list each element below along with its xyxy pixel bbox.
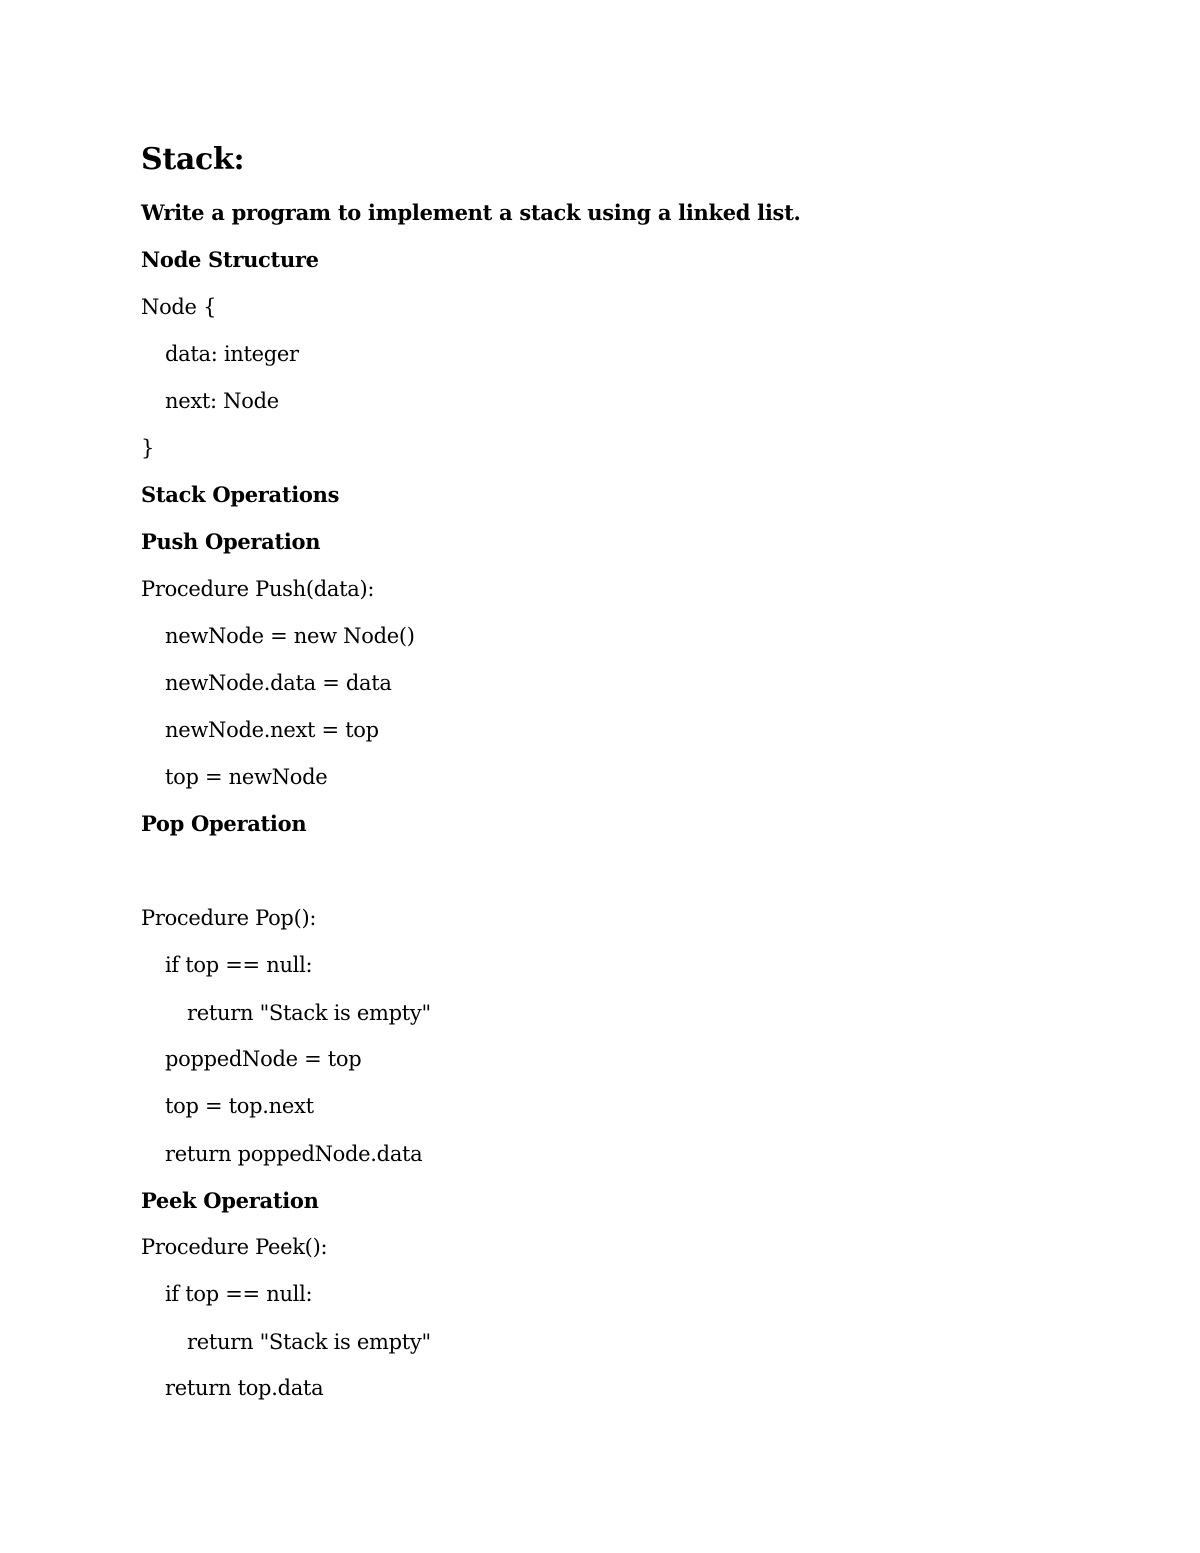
code-line: top = top.next xyxy=(165,1094,314,1118)
code-line: Procedure Pop(): xyxy=(141,906,317,930)
code-line: poppedNode = top xyxy=(165,1047,362,1071)
code-line: data: integer xyxy=(165,342,299,366)
code-line: Node { xyxy=(141,295,217,319)
code-line: top = newNode xyxy=(165,765,328,789)
code-line: if top == null: xyxy=(165,953,313,977)
code-line: return "Stack is empty" xyxy=(187,1001,431,1025)
code-line: if top == null: xyxy=(165,1282,313,1306)
node-structure-heading: Node Structure xyxy=(141,247,319,272)
peek-operation-heading: Peek Operation xyxy=(141,1188,319,1213)
code-line: } xyxy=(141,436,155,460)
pop-operation-heading: Pop Operation xyxy=(141,811,307,836)
code-line: newNode.data = data xyxy=(165,671,392,695)
page-title: Stack: xyxy=(141,142,245,177)
code-line: return top.data xyxy=(165,1376,324,1400)
code-line: return poppedNode.data xyxy=(165,1142,423,1166)
push-operation-heading: Push Operation xyxy=(141,529,321,554)
code-line: next: Node xyxy=(165,389,279,413)
code-line: newNode.next = top xyxy=(165,718,379,742)
task-statement: Write a program to implement a stack using a linked list. xyxy=(141,200,801,225)
code-line: Procedure Push(data): xyxy=(141,577,375,601)
stack-operations-heading: Stack Operations xyxy=(141,482,340,507)
code-line: Procedure Peek(): xyxy=(141,1235,328,1259)
code-line: newNode = new Node() xyxy=(165,624,415,648)
code-line: return "Stack is empty" xyxy=(187,1330,431,1354)
